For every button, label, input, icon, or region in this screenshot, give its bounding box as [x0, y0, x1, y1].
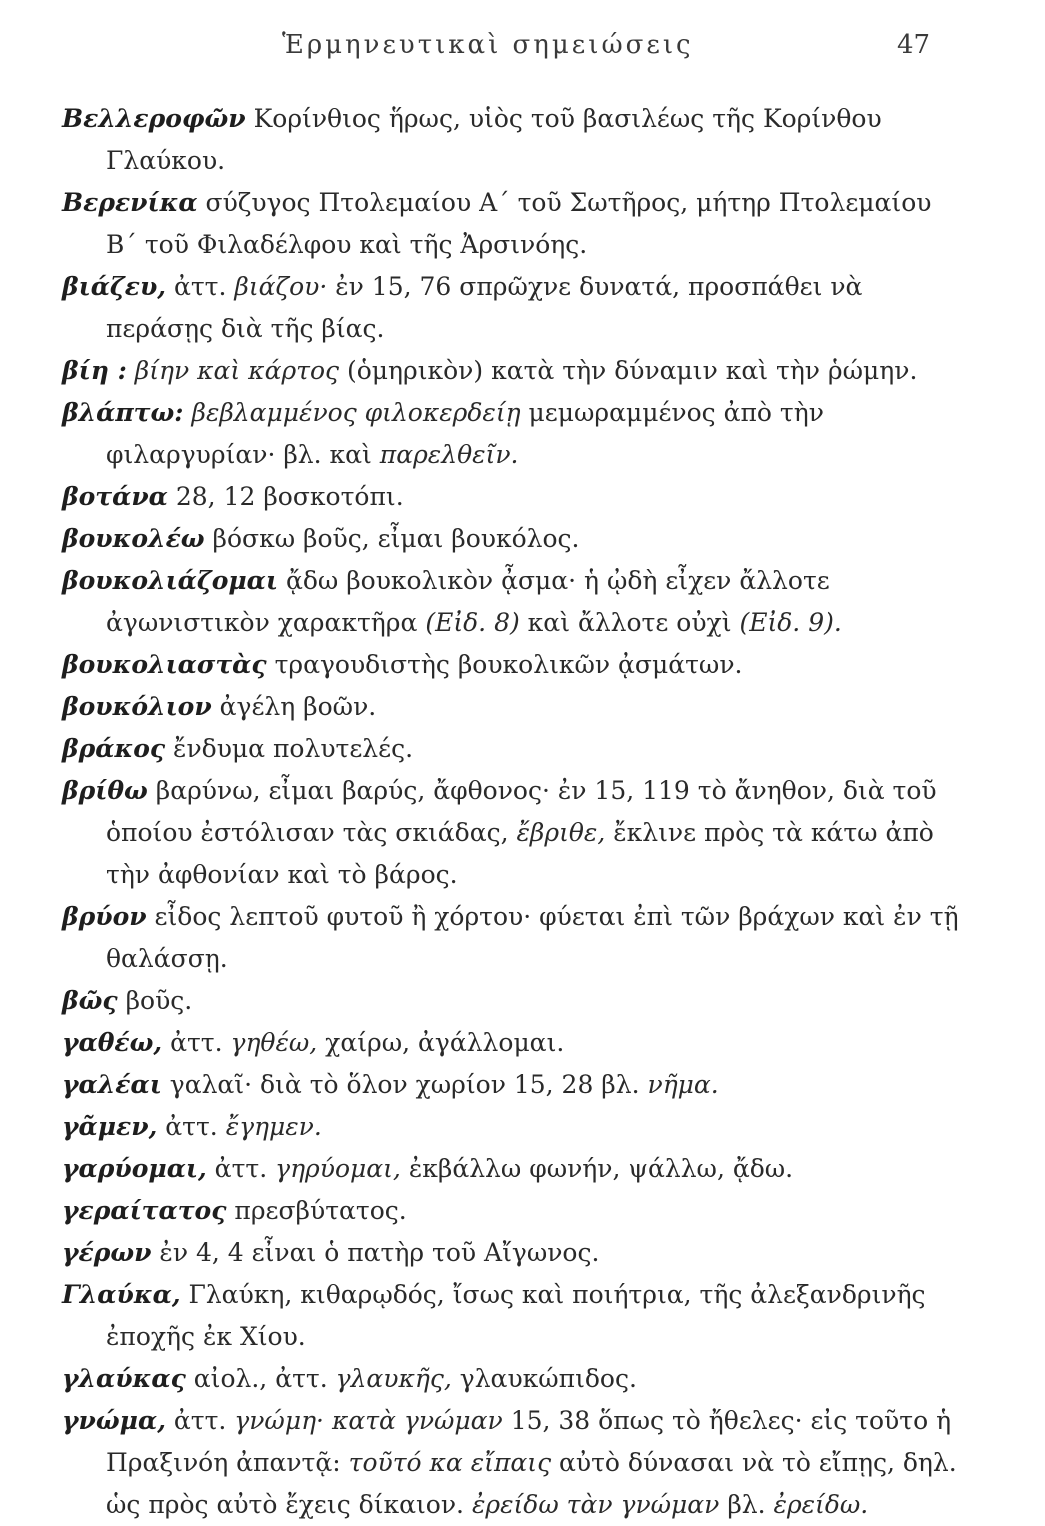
entry-definition: πρεσβύτατος. [226, 1196, 407, 1225]
entry-definition: καὶ ἄλλοτε οὐχὶ [519, 608, 740, 637]
entry-headword: γαθέω, [62, 1028, 163, 1057]
entry-definition: εἶδος λεπτοῦ φυτοῦ ἢ χόρτου· φύεται ἐπὶ τῶν βράχων καὶ ἐν τῇ θαλάσσῃ. [106, 902, 959, 973]
entry-definition: αἰολ., ἀττ. [185, 1364, 336, 1393]
glossary-entry [62, 1064, 962, 1106]
entry-definition: ἀττ. [206, 1154, 276, 1183]
entry-citation: γηθέω, [230, 1028, 318, 1057]
entry-headword: Βελλεροφῶν [62, 104, 246, 133]
page-number: 47 [897, 30, 931, 60]
entry-definition: βοῦς. [117, 986, 193, 1015]
entry-headword: βοτάνα [62, 482, 168, 511]
entry-headword: γνώμα, [62, 1406, 166, 1435]
entry-headword: βουκολιάζομαι [62, 566, 279, 595]
entry-definition: βλ. [719, 1490, 774, 1519]
glossary-entry [62, 1274, 962, 1358]
glossary-entry [62, 392, 962, 476]
entry-headword: γαρύομαι, [62, 1154, 207, 1183]
entry-citation: γνώμη· [234, 1406, 324, 1435]
entry-definition: ἀττ. [165, 1406, 235, 1435]
glossary-entry [62, 350, 962, 392]
entry-citation: βιάζου· [234, 272, 328, 301]
entry-definition: Γλαύκη, κιθαρῳδός, ἴσως καὶ ποιήτρια, τῆς ἀλεξανδρινῆς ἐποχῆς ἐκ Χίου. [106, 1280, 926, 1351]
running-title: Ἑρμηνευτικαὶ σημειώσεις [282, 30, 694, 60]
entry-citation: (Εἰδ. 9). [739, 608, 842, 637]
glossary-entry [62, 1022, 962, 1064]
entry-definition [324, 1406, 332, 1435]
entry-definition: ἀττ. [157, 1112, 226, 1141]
glossary-entry [62, 770, 962, 896]
entry-definition: ἐν 4, 4 εἶναι ὁ πατὴρ τοῦ Αἴγωνος. [151, 1238, 600, 1267]
entry-definition: ἀττ. [162, 1028, 231, 1057]
entry-headword: βῶς [62, 986, 118, 1015]
glossary-entry [62, 980, 962, 1022]
entry-citation: ἐρείδω τὰν γνώμαν [471, 1490, 720, 1519]
glossary-entry [62, 896, 962, 980]
entry-citation: γλαυκῆς, [335, 1364, 452, 1393]
entry-headword: Γλαύκα, [62, 1280, 181, 1309]
glossary-entry [62, 1190, 962, 1232]
entry-headword: γαλέαι [62, 1070, 162, 1099]
entry-headword: γέρων [62, 1238, 152, 1267]
entry-definition: αὐτὸ δύνασαι νὰ τὸ εἴπῃς, δηλ. ὡς πρὸς αὐτὸ ἔχεις δίκαιον. [106, 1448, 957, 1519]
entry-headword: βουκόλιον [62, 692, 212, 721]
glossary-entry [62, 1400, 962, 1526]
entry-citation: παρελθεῖν. [379, 440, 519, 469]
glossary-entry [62, 1106, 962, 1148]
entry-definition: γαλαῖ· διὰ τὸ ὅλον χωρίον 15, 28 βλ. [161, 1070, 648, 1099]
entry-citation: βεβλαμμένος φιλοκερδείῃ [191, 398, 521, 427]
entry-citation: κατὰ γνώμαν [331, 1406, 503, 1435]
entry-citation: βίην καὶ κάρτος [134, 356, 340, 385]
entry-citation: τοῦτό κα εἴπαις [348, 1448, 552, 1477]
entry-definition: βαρύνω, εἶμαι βαρύς, ἄφθονος· ἐν 15, 119 τὸ ἄνηθον, διὰ τοῦ ὁποίου ἐστόλισαν τὰς σκιάδας, [106, 776, 937, 847]
entry-definition: 15, 38 ὅπως τὸ ἤθελες· εἰς τοῦτο ἡ Πραξινόη ἀπαντᾷ: [106, 1406, 952, 1477]
running-header [0, 30, 1045, 70]
entry-definition [127, 356, 135, 385]
glossary-entry [62, 644, 962, 686]
entry-headword: Βερενίκα [62, 188, 198, 217]
entry-headword: βουκολέω [62, 524, 205, 553]
entry-definition: ἐν 15, 76 σπρῶχνε δυνατά, προσπάθει νὰ περάσῃς διὰ τῆς βίας. [106, 272, 863, 343]
entry-definition: ἀττ. [166, 272, 235, 301]
entry-definition: σύζυγος Πτολεμαίου Α΄ τοῦ Σωτῆρος, μήτηρ Πτολεμαίου Β΄ τοῦ Φιλαδέλφου καὶ τῆς Ἀρσινόης. [106, 188, 932, 259]
entry-headword: γλαύκας [62, 1364, 186, 1393]
glossary-entry [62, 182, 962, 266]
glossary-entry [62, 1358, 962, 1400]
entry-definition: ἔκλινε πρὸς τὰ κάτω ἀπὸ τὴν ἀφθονίαν καὶ τὸ βάρος. [106, 818, 934, 889]
entry-definition: τραγουδιστὴς βουκολικῶν ᾀσμάτων. [266, 650, 743, 679]
entry-definition: (ὁμηρικὸν) κατὰ τὴν δύναμιν καὶ τὴν ῥώμην. [339, 356, 918, 385]
glossary-entry [62, 686, 962, 728]
entry-definition: χαίρω, ἀγάλλομαι. [317, 1028, 565, 1057]
entry-headword: βιάζευ, [62, 272, 166, 301]
entry-headword: βλάπτω: [62, 398, 184, 427]
entry-definition: γλαυκώπιδος. [451, 1364, 637, 1393]
entry-headword: βουκολιαστὰς [62, 650, 267, 679]
glossary-entry [62, 476, 962, 518]
glossary-entry [62, 560, 962, 644]
glossary-entry [62, 266, 962, 350]
entry-citation: ἔγημεν. [225, 1112, 322, 1141]
entry-headword: βρίθω [62, 776, 148, 805]
entry-citation: γηρύομαι, [275, 1154, 401, 1183]
glossary-entry [62, 1148, 962, 1190]
entry-citation: ἐρείδω. [773, 1490, 869, 1519]
entry-citation: ἔβριθε, [516, 818, 606, 847]
glossary-entries [62, 98, 962, 1526]
entry-definition: ᾄδω βουκολικὸν ᾆσμα· ἡ ᾠδὴ εἶχεν ἄλλοτε ἀγωνιστικὸν χαρακτῆρα [106, 566, 830, 637]
entry-headword: βίη : [62, 356, 127, 385]
entry-definition: 28, 12 βοσκοτόπι. [167, 482, 404, 511]
glossary-entry [62, 98, 962, 182]
entry-headword: βρύον [62, 902, 147, 931]
entry-definition: μεμωραμμένος ἀπὸ τὴν φιλαργυρίαν· βλ. καὶ [106, 398, 824, 469]
entry-citation: (Εἰδ. 8) [425, 608, 520, 637]
glossary-entry [62, 518, 962, 560]
glossary-entry [62, 1232, 962, 1274]
entry-headword: γᾶμεν, [62, 1112, 158, 1141]
entry-citation: νῆμα. [647, 1070, 719, 1099]
entry-headword: βράκος [62, 734, 166, 763]
entry-definition: Κορίνθιος ἥρως, υἱὸς τοῦ βασιλέως τῆς Κορίνθου Γλαύκου. [106, 104, 882, 175]
glossary-entry [62, 728, 962, 770]
entry-definition: βόσκω βοῦς, εἶμαι βουκόλος. [204, 524, 580, 553]
entry-definition: ἀγέλη βοῶν. [211, 692, 377, 721]
entry-definition: ἔνδυμα πολυτελές. [165, 734, 414, 763]
entry-headword: γεραίτατος [62, 1196, 227, 1225]
entry-definition: ἐκβάλλω φωνήν, ψάλλω, ᾄδω. [400, 1154, 794, 1183]
